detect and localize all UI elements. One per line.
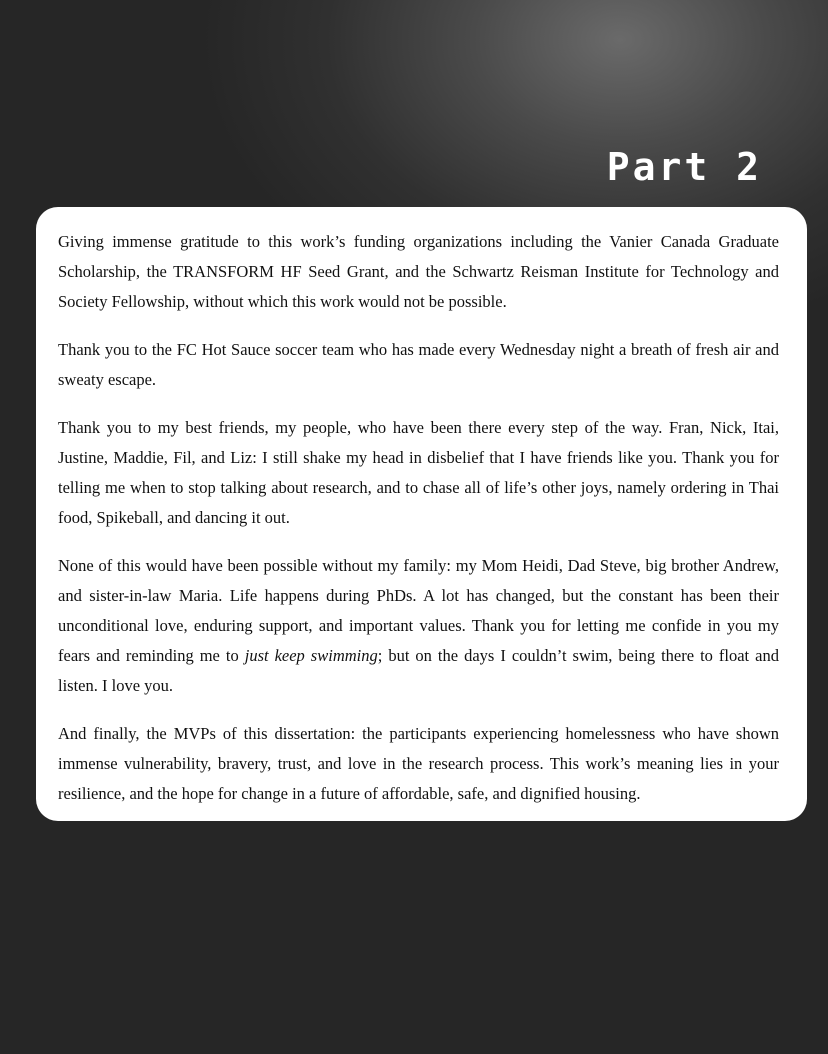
paragraph-participants: And finally, the MVPs of this dissertation: the participants experiencing homelessness who have shown immense vulnerability, bravery, trust, and love in the research process. This work’s meaning lies in your resilience, and the hope for change in a future of affordable, safe, and dignified housing.: [58, 724, 779, 803]
paragraph-soccer-team: Thank you to the FC Hot Sauce soccer team who has made every Wednesday night a breath of fresh air and sweaty escape.: [58, 340, 779, 389]
family-text-start: None of this would have been possible without my family: my Mom Heidi, Dad Steve, big brother Andrew, and sister-in-law Maria. Life happens during PhDs. A lot has changed, but the constant has been their unconditional love, enduring support, and important values. Thank you for letting me confide in you my fears and reminding me to: [58, 556, 779, 665]
family-text-italic: just keep swimming: [244, 646, 378, 665]
page-title: Part 2: [606, 145, 762, 189]
family-text-end: ; but on the days I couldn’t swim, being there to float and listen. I love you.: [58, 646, 779, 695]
paragraph-family: [58, 551, 779, 701]
acknowledgements-card: [36, 207, 807, 821]
paragraph-friends: Thank you to my best friends, my people, who have been there every step of the way. Fran, Nick, Itai, Justine, Maddie, Fil, and Liz: I still shake my head in disbelief that I have friends like you. Thank you for telling me when to stop talking about research, and to chase all of life’s other joys, namely ordering in Thai food, Spikeball, and dancing it out.: [58, 418, 779, 527]
paragraph-funding: Giving immense gratitude to this work’s funding organizations including the Vanier Canada Graduate Scholarship, the TRANSFORM HF Seed Grant, and the Schwartz Reisman Institute for Technology and Society Fellowship, without which this work would not be possible.: [58, 232, 779, 311]
